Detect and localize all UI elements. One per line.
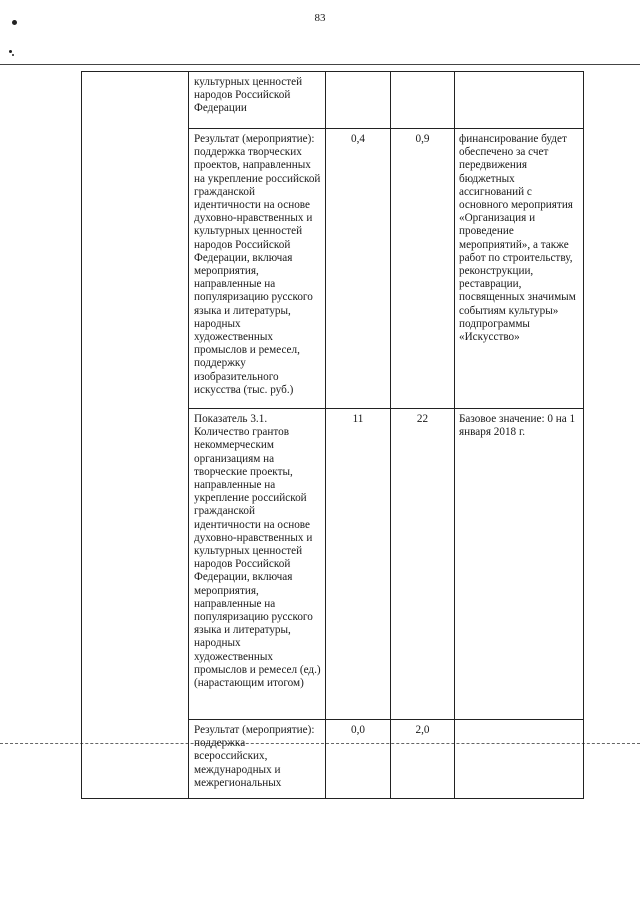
value-cell-1: 0,0 [326,720,391,799]
description-cell: культурных ценностей народов Российской Федерации [189,72,326,129]
value-cell-2: 22 [391,409,455,720]
blank-left-cell [82,72,189,799]
scan-speck [12,20,17,25]
value-cell-1 [326,72,391,129]
description-cell: Показатель 3.1. Количество грантов некоммерческим организациям на творческие проекты, направленные на укрепление российской гражданской идентичности на основе духовно-нравственных и культурных ценностей народов Российской Федерации, включая мероприятия, направленные на популяризацию русского языка и литературы, народных художественных промыслов и ремесел (ед.) (нарастающим итогом) [189,409,326,720]
page-number: 83 [314,12,326,24]
note-cell [455,720,584,799]
description-cell: Результат (мероприятие): поддержка всероссийских, международных и межрегиональных [189,720,326,799]
value-cell-1: 0,4 [326,129,391,409]
value-cell-2: 0,9 [391,129,455,409]
value-cell-2 [391,72,455,129]
top-rule [0,64,640,65]
value-cell-2: 2,0 [391,720,455,799]
value-cell-1: 11 [326,409,391,720]
description-cell: Результат (мероприятие): поддержка творческих проектов, направленных на укрепление российской гражданской идентичности на основе духовно-нравственных и культурных ценностей народов Российской Федерации, включая мероприятия, направленные на популяризацию русского языка и литературы, народных художественных промыслов и ремесел, поддержку изобразительного искусства (тыс. руб.) [189,129,326,409]
scan-speck [12,54,14,56]
note-cell: Базовое значение: 0 на 1 января 2018 г. [455,409,584,720]
scan-speck [9,50,12,53]
note-cell [455,72,584,129]
table-row [82,72,584,129]
note-cell: финансирование будет обеспечено за счет передвижения бюджетных ассигнований с основного мероприятия «Организация и проведение мероприятий», а также работ по строительству, реконструкции, реставрации, посвященных значимым событиям культуры» подпрограммы «Искусство» [455,129,584,409]
indicator-table [81,71,584,799]
